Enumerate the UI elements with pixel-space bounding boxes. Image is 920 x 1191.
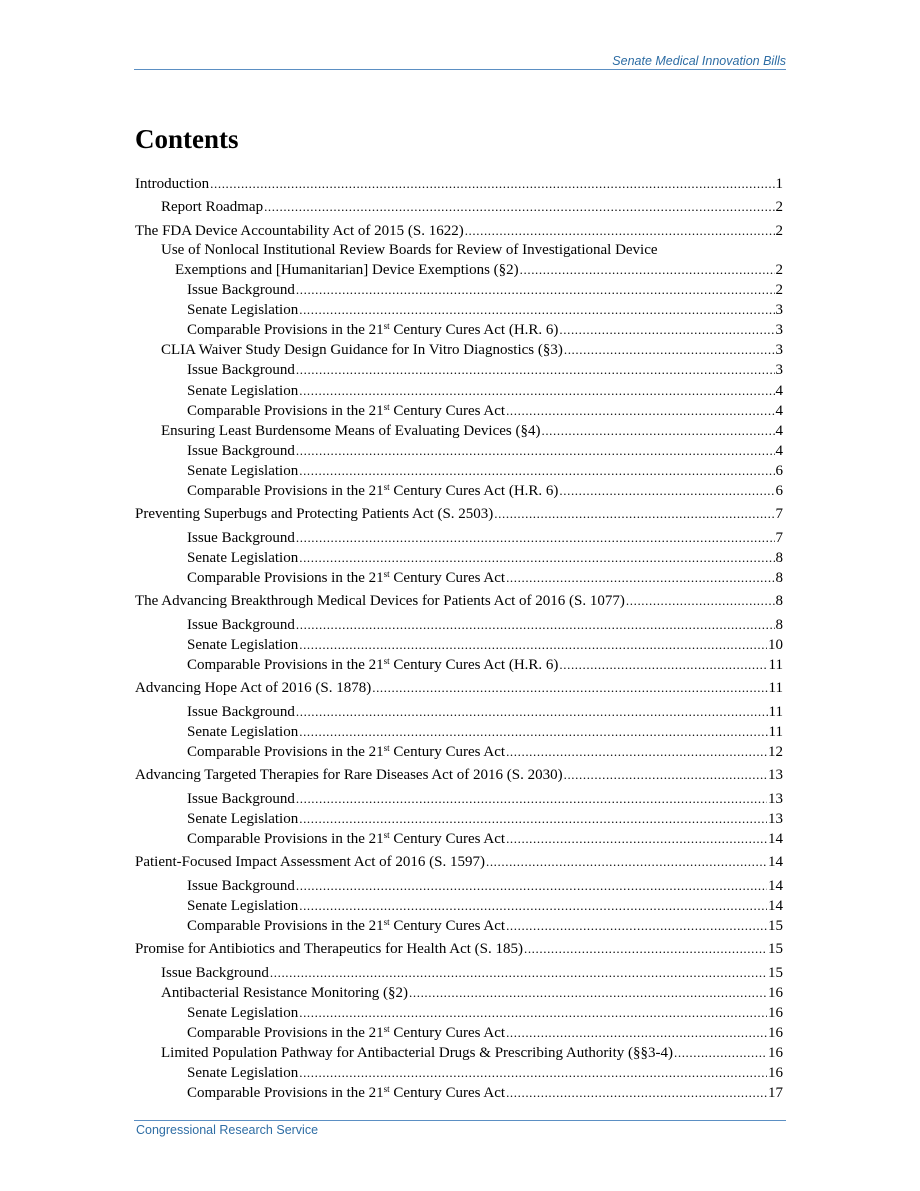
toc-page-number: 14	[768, 830, 783, 847]
toc-entry[interactable]	[135, 280, 783, 300]
toc-page-number: 6	[775, 462, 783, 479]
toc-entry[interactable]	[135, 916, 783, 936]
toc-entry[interactable]	[135, 655, 783, 675]
toc-entry[interactable]	[135, 789, 783, 809]
toc-page-number: 3	[775, 322, 783, 339]
toc-entry[interactable]	[135, 221, 783, 241]
toc-entry-title: Comparable Provisions in the 21st Century Cures Act	[187, 1084, 506, 1102]
toc-entry[interactable]	[135, 360, 783, 380]
toc-page-number: 8	[775, 569, 783, 586]
toc-page-number: 17	[768, 1085, 783, 1102]
toc-entry-title: Comparable Provisions in the 21st Century Cures Act (H.R. 6)	[187, 321, 559, 339]
toc-page-number: 15	[768, 964, 783, 981]
toc-page-number: 7	[775, 529, 783, 546]
toc-page-number: 12	[768, 743, 783, 760]
toc-page-number: 11	[768, 680, 783, 697]
toc-entry[interactable]	[135, 983, 783, 1003]
toc-entry-title: Limited Population Pathway for Antibacterial Drugs & Prescribing Authority (§§3-4)	[161, 1045, 673, 1061]
toc-page-number: 16	[768, 1024, 783, 1041]
toc-page-number: 16	[768, 1065, 783, 1082]
toc-entry-title: Issue Background	[161, 964, 269, 981]
page-title: Contents	[135, 124, 239, 154]
toc-entry[interactable]	[135, 591, 783, 611]
toc-entry[interactable]	[135, 528, 783, 548]
toc-entry-title: Senate Legislation	[187, 382, 299, 399]
toc-entry[interactable]	[135, 722, 783, 742]
toc-entry-title-continuation: Exemptions and [Humanitarian] Device Exemptions (§2)	[175, 261, 519, 278]
toc-entry-title: Senate Legislation	[187, 723, 299, 740]
toc-page-number: 11	[768, 723, 783, 740]
toc-page-number: 4	[775, 442, 783, 459]
toc-entry-title: Comparable Provisions in the 21st Century Cures Act (H.R. 6)	[187, 482, 559, 499]
toc-entry-title: Senate Legislation	[187, 636, 299, 653]
toc-entry[interactable]	[135, 829, 783, 849]
toc-entry-title-line[interactable]: Use of Nonlocal Institutional Review Boards for Review of Investigational Device	[161, 241, 658, 258]
toc-page-number: 14	[768, 854, 783, 871]
toc-entry-title: Senate Legislation	[187, 549, 299, 566]
toc-entry-title: Issue Background	[187, 616, 295, 633]
toc-entry-title: Senate Legislation	[187, 302, 299, 319]
toc-entry-title: Report Roadmap	[161, 199, 264, 216]
toc-entry[interactable]	[135, 421, 783, 441]
toc-entry-title: Advancing Hope Act of 2016 (S. 1878)	[135, 680, 372, 697]
toc-page-number: 4	[775, 382, 783, 399]
header-divider	[134, 69, 786, 70]
toc-entry-title: Comparable Provisions in the 21st Century Cures Act	[187, 829, 506, 847]
toc-page-number: 2	[775, 222, 783, 239]
toc-entry[interactable]	[135, 1003, 783, 1023]
toc-entry-title: The FDA Device Accountability Act of 2015 (S. 1622)	[135, 222, 464, 239]
toc-entry[interactable]	[135, 809, 783, 829]
toc-entry[interactable]	[135, 548, 783, 568]
toc-entry[interactable]	[135, 876, 783, 896]
toc-entry-title: Ensuring Least Burdensome Means of Evaluating Devices (§4)	[161, 422, 541, 439]
toc-entry[interactable]	[135, 615, 783, 635]
toc-page-number: 11	[768, 656, 783, 673]
toc-entry-title: Comparable Provisions in the 21st Century Cures Act	[187, 1023, 506, 1041]
toc-entry-title: The Advancing Breakthrough Medical Devices for Patients Act of 2016 (S. 1077)	[135, 593, 625, 610]
toc-entry[interactable]	[135, 504, 783, 524]
toc-entry-title: Preventing Superbugs and Protecting Patients Act (S. 2503)	[135, 506, 494, 523]
toc-entry[interactable]	[135, 568, 783, 588]
toc-page-number: 10	[768, 636, 783, 653]
toc-entry-title: Senate Legislation	[187, 462, 299, 479]
toc-page-number: 8	[775, 593, 783, 610]
toc-entry[interactable]	[135, 765, 783, 785]
toc-entry[interactable]	[135, 260, 783, 280]
toc-page-number: 16	[768, 1045, 783, 1061]
toc-entry-title: CLIA Waiver Study Design Guidance for In Vitro Diagnostics (§3)	[161, 342, 563, 359]
toc-entry[interactable]	[135, 702, 783, 722]
toc-entry-title: Comparable Provisions in the 21st Century Cures Act	[187, 916, 506, 934]
toc-entry-title: Senate Legislation	[187, 1004, 299, 1021]
toc-entry[interactable]	[135, 939, 783, 959]
toc-entry-title: Issue Background	[187, 362, 295, 379]
toc-page-number: 7	[775, 506, 783, 523]
toc-entry-title: Senate Legislation	[187, 897, 299, 914]
toc-page-number: 2	[775, 199, 783, 216]
toc-page-number: 4	[775, 422, 783, 439]
toc-entry[interactable]	[135, 197, 783, 217]
toc-page-number: 4	[775, 402, 783, 419]
toc-entry-title: Issue Background	[187, 703, 295, 720]
toc-entry[interactable]	[135, 401, 783, 421]
toc-page-number: 2	[775, 261, 783, 278]
toc-entry[interactable]	[135, 852, 783, 872]
toc-entry-title: Senate Legislation	[187, 810, 299, 827]
toc-page-number: 11	[768, 703, 783, 720]
table-of-contents	[135, 174, 783, 1103]
toc-entry-title: Issue Background	[187, 790, 295, 807]
footer-publisher: Congressional Research Service	[136, 1123, 319, 1137]
toc-entry-title: Comparable Provisions in the 21st Century Cures Act	[187, 742, 506, 760]
toc-entry-title: Introduction	[135, 176, 210, 192]
toc-page-number: 3	[775, 302, 783, 319]
toc-entry-title: Issue Background	[187, 529, 295, 546]
toc-page-number: 13	[768, 790, 783, 807]
toc-entry-title: Patient-Focused Impact Assessment Act of 2016 (S. 1597)	[135, 854, 485, 871]
toc-page-number: 14	[768, 897, 783, 914]
toc-entry-title: Issue Background	[187, 877, 295, 894]
toc-entry[interactable]	[135, 742, 783, 762]
toc-entry-title: Antibacterial Resistance Monitoring (§2)	[161, 984, 409, 1001]
toc-entry-title: Promise for Antibiotics and Therapeutics for Health Act (S. 185)	[135, 941, 523, 958]
toc-entry[interactable]	[135, 441, 783, 461]
toc-entry-title: Senate Legislation	[187, 1065, 299, 1082]
toc-entry-title: Comparable Provisions in the 21st Century Cures Act (H.R. 6)	[187, 655, 559, 673]
toc-entry[interactable]	[135, 174, 783, 194]
toc-entry[interactable]	[135, 381, 783, 401]
toc-page-number: 13	[768, 767, 783, 784]
toc-entry[interactable]	[135, 1043, 783, 1063]
toc-entry-title: Comparable Provisions in the 21st Century Cures Act	[187, 568, 506, 586]
toc-page-number: 16	[768, 984, 783, 1001]
toc-entry[interactable]	[135, 461, 783, 481]
toc-entry[interactable]	[135, 300, 783, 320]
toc-entry[interactable]	[135, 635, 783, 655]
toc-page-number: 15	[768, 917, 783, 934]
footer-divider	[134, 1120, 786, 1121]
toc-page-number: 3	[775, 342, 783, 359]
toc-page-number: 1	[775, 176, 783, 192]
toc-entry[interactable]	[135, 1063, 783, 1083]
toc-entry-title: Comparable Provisions in the 21st Century Cures Act	[187, 401, 506, 419]
toc-entry[interactable]	[135, 963, 783, 983]
toc-page-number: 8	[775, 549, 783, 566]
toc-entry[interactable]	[135, 481, 783, 501]
toc-page-number: 3	[775, 362, 783, 379]
toc-page-number: 2	[775, 282, 783, 299]
toc-page-number: 14	[768, 877, 783, 894]
toc-entry-title: Issue Background	[187, 282, 295, 299]
toc-entry-title: Advancing Targeted Therapies for Rare Diseases Act of 2016 (S. 2030)	[135, 767, 563, 784]
toc-page-number: 13	[768, 810, 783, 827]
toc-page-number: 15	[768, 941, 783, 958]
toc-entry[interactable]	[135, 896, 783, 916]
toc-entry[interactable]	[135, 320, 783, 340]
toc-page-number: 8	[775, 616, 783, 633]
toc-entry[interactable]	[135, 1023, 783, 1043]
toc-page-number: 6	[775, 483, 783, 499]
running-header: Senate Medical Innovation Bills	[612, 54, 786, 68]
toc-entry[interactable]	[135, 340, 783, 360]
toc-page-number: 16	[768, 1004, 783, 1021]
toc-entry[interactable]	[135, 678, 783, 698]
toc-entry-title: Issue Background	[187, 442, 295, 459]
toc-entry[interactable]	[135, 1083, 783, 1103]
